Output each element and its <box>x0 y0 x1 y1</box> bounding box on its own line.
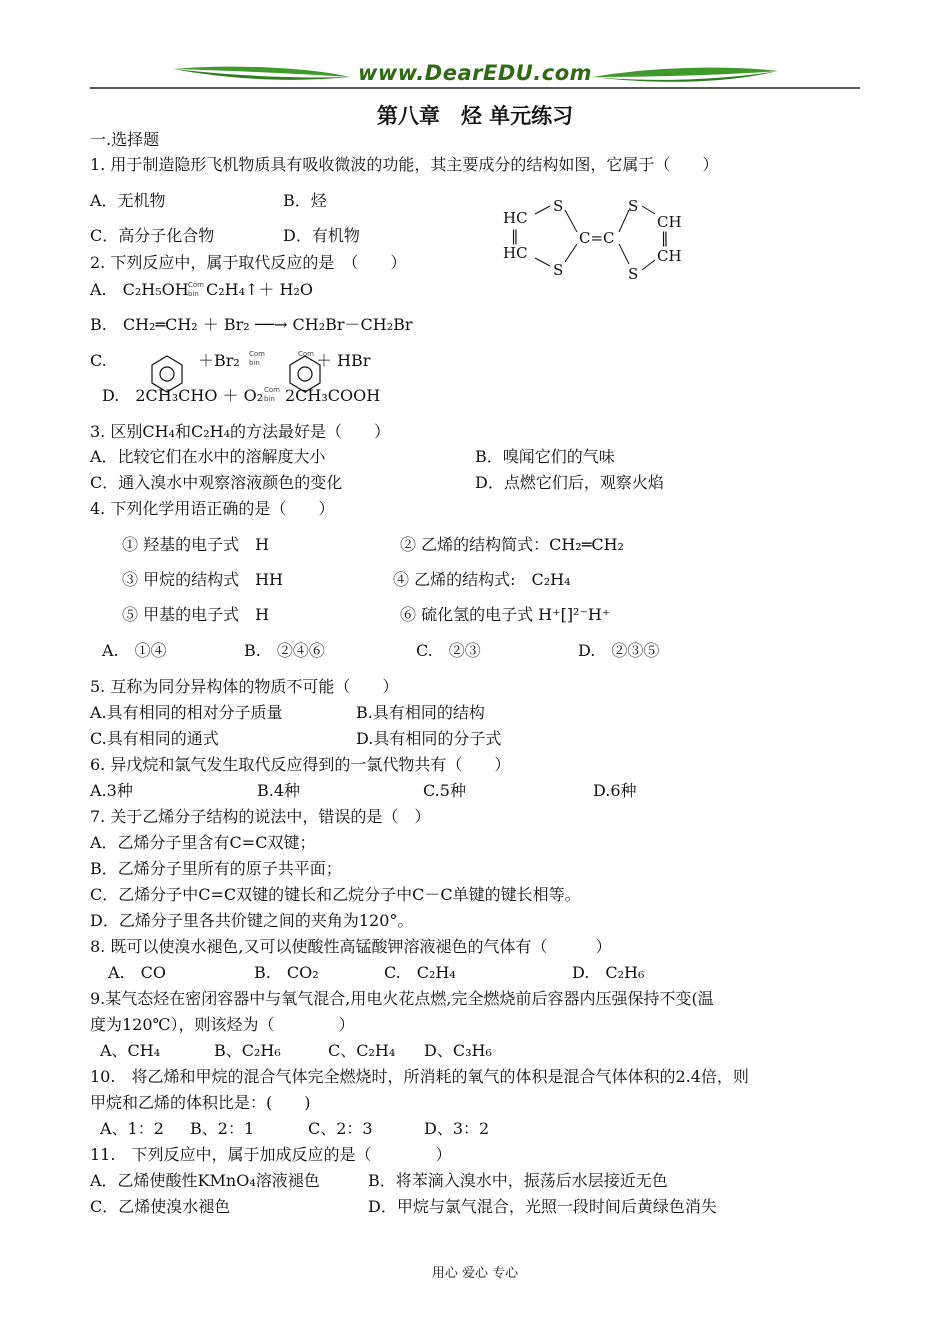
q2-option-c: C. <box>90 351 107 370</box>
q11-option-d: D．甲烷与氯气混合，光照一段时间后黄绿色消失 <box>368 1197 717 1216</box>
q6-stem: 6. 异戊烷和氯气发生取代反应得到的一氯代物共有（ ） <box>90 755 511 774</box>
page-footer: 用心 爱心 专心 <box>431 1266 519 1281</box>
arrow-placeholder-bottom: bin <box>264 395 275 403</box>
q1-structure-figure <box>495 192 705 287</box>
q3-option-d: D．点燃它们后，观察火焰 <box>475 473 664 492</box>
q11-option-a: A．乙烯使酸性KMnO₄溶液褪色 <box>90 1171 320 1190</box>
atom-s-bottom-right: S <box>628 265 639 283</box>
page-title: 第八章 烃 单元练习 <box>376 104 574 128</box>
arrow-placeholder-bottom: bin <box>249 359 260 367</box>
q6-option-d: D.6种 <box>593 781 637 800</box>
q4-option-b: B. ②④⑥ <box>244 641 325 660</box>
q6-option-a: A.3种 <box>90 781 133 800</box>
atom-hc-top: HC <box>503 209 528 227</box>
central-c-double-c: C=C <box>579 229 615 247</box>
q4-item-5: ⑤ 甲基的电子式 H <box>122 605 270 624</box>
q1-option-c: C．高分子化合物 <box>90 226 215 245</box>
q10-option-d: D、3：2 <box>424 1119 490 1138</box>
q3-stem: 3. 区别CH₄和C₂H₄的方法最好是（ ） <box>90 422 390 441</box>
q7-option-d: D．乙烯分子里各共价键之间的夹角为120°。 <box>90 911 414 930</box>
q8-option-b: B. CO₂ <box>254 963 319 982</box>
q1-stem: 1. 用于制造隐形飞机物质具有吸收微波的功能，其主要成分的结构如图，它属于（ ） <box>90 155 719 174</box>
q1-option-d: D．有机物 <box>283 226 360 245</box>
atom-s-top-right: S <box>628 197 639 215</box>
q10-option-c: C、2：3 <box>308 1119 373 1138</box>
q6-option-c: C.5种 <box>423 781 466 800</box>
arrow-placeholder-top: Com <box>188 281 204 289</box>
q10-option-b: B、2：1 <box>190 1119 255 1138</box>
q5-option-b: B.具有相同的结构 <box>356 703 485 722</box>
q2-option-b: B. CH₂═CH₂ ＋ Br₂ ──→ CH₂Br－CH₂Br <box>90 315 413 334</box>
q5-option-c: C.具有相同的通式 <box>90 729 219 748</box>
q5-option-a: A.具有相同的相对分子质量 <box>90 703 283 722</box>
double-bond-left: ‖ <box>511 227 519 245</box>
q8-stem: 8. 既可以使溴水褪色,又可以使酸性高锰酸钾溶液褪色的气体有（ ） <box>90 937 612 956</box>
atom-ch-top: CH <box>657 213 682 231</box>
q8-option-d: D. C₂H₆ <box>572 963 645 982</box>
atom-s-bottom-left: S <box>553 261 564 279</box>
q3-option-c: C．通入溴水中观察溶液颜色的变化 <box>90 473 343 492</box>
double-bond-right: ‖ <box>661 229 669 247</box>
q9-stem-line1: 9.某气态烃在密闭容器中与氧气混合,用电火花点燃,完全燃烧前后容器内压强保持不变(温 <box>90 989 714 1008</box>
site-logo-text: www.DearEDU.com <box>357 61 593 85</box>
q5-stem: 5. 互称为同分异构体的物质不可能（ ） <box>90 677 399 696</box>
q4-item-4: ④ 乙烯的结构式: C₂H₄ <box>393 570 571 589</box>
arrow-placeholder-top: Com <box>264 386 280 394</box>
q2-option-c-reagent: ＋Br₂ <box>198 351 240 370</box>
atom-s-top-left: S <box>553 197 564 215</box>
q2-option-a-products: C₂H₄↑＋ H₂O <box>206 280 314 299</box>
q4-option-c: C. ②③ <box>416 641 481 660</box>
q10-stem-line2: 甲烷和乙烯的体积比是：( ) <box>90 1093 311 1112</box>
q4-item-6: ⑥ 硫化氢的电子式 H⁺[]²⁻H⁺ <box>400 605 611 624</box>
q4-option-a: A. ①④ <box>102 641 167 660</box>
q2-option-c-products: ＋ HBr <box>316 351 371 370</box>
q11-option-b: B．将苯滴入溴水中，振荡后水层接近无色 <box>368 1171 668 1190</box>
q9-option-b: B、C₂H₆ <box>214 1041 281 1060</box>
q10-option-a: A、1：2 <box>100 1119 164 1138</box>
q6-option-b: B.4种 <box>257 781 301 800</box>
q2-stem: 2. 下列反应中，属于取代反应的是 （ ） <box>90 253 407 272</box>
q2-option-d-products: 2CH₃COOH <box>285 386 381 405</box>
q9-option-c: C、C₂H₄ <box>328 1041 396 1060</box>
atom-hc-bottom: HC <box>503 244 528 262</box>
q3-option-a: A．比较它们在水中的溶解度大小 <box>90 447 326 466</box>
q4-stem: 4. 下列化学用语正确的是（ ） <box>90 499 335 518</box>
q2-option-a: A. C₂H₅OH <box>90 280 189 299</box>
q4-item-1: ① 羟基的电子式 H <box>122 535 270 554</box>
q11-stem: 11. 下列反应中，属于加成反应的是（ ） <box>90 1145 452 1164</box>
q7-option-c: C．乙烯分子中C=C双键的键长和乙烷分子中C－C单键的键长相等。 <box>90 885 581 904</box>
q1-option-b: B．烃 <box>283 191 327 210</box>
q8-option-a: A. CO <box>108 963 167 982</box>
atom-ch-bottom: CH <box>657 247 682 265</box>
q1-option-a: A．无机物 <box>90 191 166 210</box>
q9-stem-line2: 度为120℃），则该烃为（ ） <box>90 1015 355 1034</box>
q11-option-c: C．乙烯使溴水褪色 <box>90 1197 231 1216</box>
q7-stem: 7. 关于乙烯分子结构的说法中，错误的是（ ） <box>90 807 431 826</box>
q3-option-b: B．嗅闻它们的气味 <box>475 447 615 466</box>
arrow-placeholder-top: Com <box>298 350 314 358</box>
q10-stem-line1: 10. 将乙烯和甲烷的混合气体完全燃烧时，所消耗的氧气的体积是混合气体体积的2.4倍，则 <box>90 1067 749 1086</box>
q2-option-d: D. 2CH₃CHO ＋ O₂ <box>102 386 264 405</box>
q4-option-d: D. ②③⑤ <box>578 641 660 660</box>
q9-option-d: D、C₃H₆ <box>424 1041 492 1060</box>
arrow-placeholder-bottom: bin <box>188 290 199 298</box>
site-header <box>88 55 862 95</box>
q7-option-a: A．乙烯分子里含有C=C双键； <box>90 833 316 852</box>
q4-item-2: ② 乙烯的结构简式：CH₂═CH₂ <box>400 535 624 554</box>
arrow-placeholder-top: Com <box>249 350 265 358</box>
q5-option-d: D.具有相同的分子式 <box>356 729 502 748</box>
q8-option-c: C. C₂H₄ <box>384 963 456 982</box>
q9-option-a: A、CH₄ <box>100 1041 161 1060</box>
section-heading: 一.选择题 <box>90 130 160 149</box>
q7-option-b: B．乙烯分子里所有的原子共平面； <box>90 859 342 878</box>
q4-item-3: ③ 甲烷的结构式 HH <box>122 570 283 589</box>
